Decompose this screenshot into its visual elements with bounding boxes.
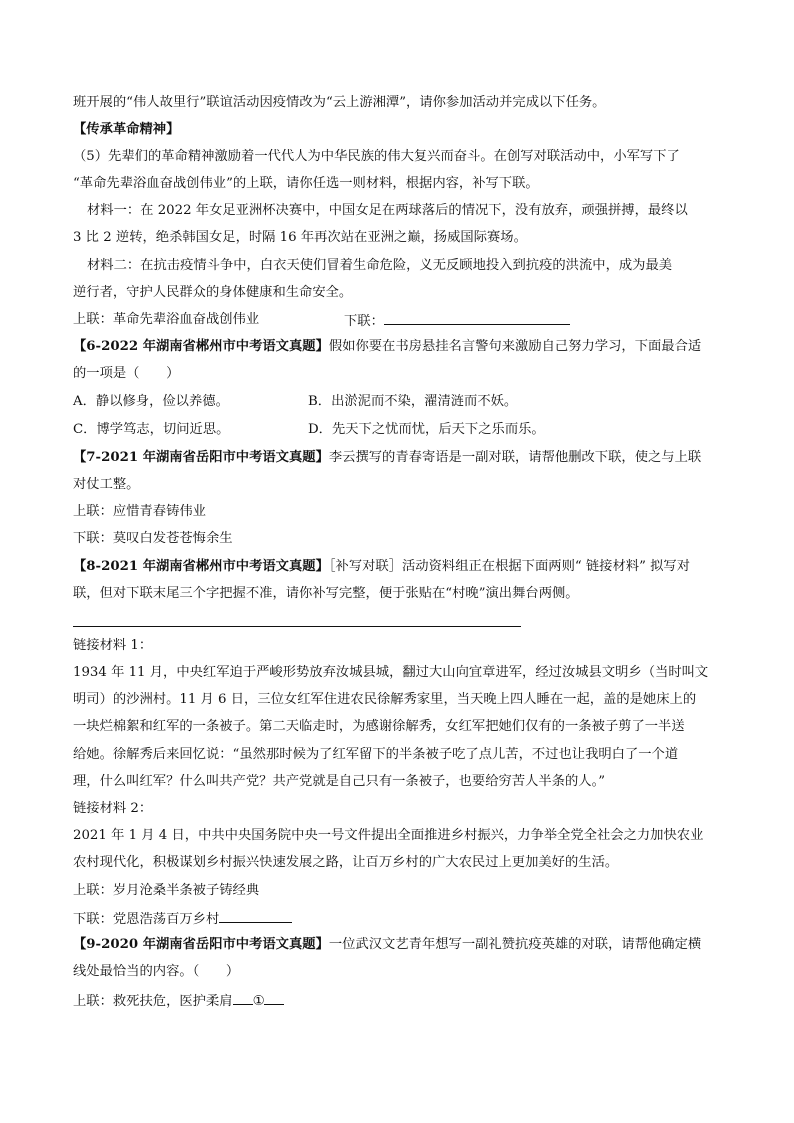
question-8-line-1 (73, 557, 690, 577)
question-9-tag: 【9-2020 年湖南省岳阳市中考语文真题】 (73, 937, 329, 952)
lower-label-text: 下联： (344, 314, 384, 329)
question-7-upper: 上联：应惜青春铸伟业 (73, 504, 206, 519)
question-8-lower: 下联：党恩浩荡百万乡村 (73, 912, 220, 927)
answer-blank-right[interactable] (264, 990, 284, 1005)
link-material-2-line-1: 2021 年 1 月 4 日，中共中央国务院中央一号文件提出全面推进乡村振兴，力争举全党全社会之力加快农业 (73, 828, 704, 843)
answer-blank[interactable] (219, 908, 292, 923)
question-8-text: ［补写对联］活动资料组正在根据下面两则“ 链接材料” 拟写对 (328, 559, 690, 574)
material-1-line-2: 3 比 2 逆转，绝杀韩国女足，时隔 16 年再次站在亚洲之巅，扬威国际赛场。 (73, 230, 527, 245)
intro-line: 班开展的“伟人故里行”联谊活动因疫情改为“云上游湘潭”，请你参加活动并完成以下任务。 (73, 95, 606, 110)
question-7-text: 李云撰写的青春寄语是一副对联，请帮他删改下联，使之与上联 (328, 450, 702, 465)
link-material-1-line-4: 给她。徐解秀后来回忆说：“虽然那时候为了红军留下的半条被子吃了点儿苦，不过也让我明白了一个道 (73, 747, 679, 762)
section-heading: 【传承革命精神】 (73, 122, 180, 137)
material-2-line-2: 逆行者，守护人民群众的身体健康和生命安全。 (73, 285, 353, 300)
link-material-1-line-3: 一块烂棉絮和红军的一条被子。第二天临走时，为感谢徐解秀，女红军把她们仅有的一条被子剪了一半送 (73, 719, 685, 734)
question-8-upper: 上联：岁月沧桑半条被子铸经典 (73, 883, 260, 898)
option-b: B．出淤泥而不染，濯清涟而不妖。 (308, 394, 518, 409)
blank-marker: ① (252, 994, 265, 1009)
link-material-1-line-5: 理，什么叫红军？什么叫共产党？共产党就是自己只有一条被子，也要给穷苦人半条的人。” (73, 774, 606, 789)
question-7-tag: 【7-2021 年湖南省岳阳市中考语文真题】 (73, 450, 329, 465)
option-c: C．博学笃志，切问近思。 (73, 422, 230, 437)
couplet-upper-line: 上联：革命先辈浴血奋战创伟业 (73, 312, 260, 327)
material-1-line-1: 材料一：在 2022 年女足亚洲杯决赛中，中国女足在两球落后的情况下，没有放弃，顽强拼搏，最终以 (87, 203, 688, 218)
couplet-lower-label (344, 310, 570, 332)
question-8-tag: 【8-2021 年湖南省郴州市中考语文真题】 (73, 559, 329, 574)
question-9-text: 一位武汉文艺青年想写一副礼赞抗疫英雄的对联，请帮他确定横 (328, 937, 702, 952)
question-5-line-1: （5）先辈们的革命精神激励着一代代人为中华民族的伟大复兴而奋斗。在创写对联活动中，小军写下了 (73, 149, 680, 164)
divider-line (73, 626, 521, 627)
material-2-line-1: 材料二：在抗击疫情斗争中，白衣天使们冒着生命危险，义无反顾地投入到抗疫的洪流中，成为最美 (87, 258, 673, 273)
question-6-line-1 (73, 337, 701, 357)
question-6-text: 假如你要在书房悬挂名言警句来激励自己努力学习，下面最合适 (328, 339, 702, 354)
question-7-line-1 (73, 448, 701, 468)
question-8-lower-row (73, 908, 292, 930)
option-d: D．先天下之忧而忧，后天下之乐而乐。 (308, 422, 545, 437)
question-5-line-2: “革命先辈浴血奋战创伟业”的上联，请你任选一则材料，根据内容，补写下联。 (73, 176, 539, 191)
question-6-line-2: 的一项是（ ） (73, 366, 180, 381)
link-material-2-line-2: 农村现代化，积极谋划乡村振兴快速发展之路，让百万乡村的广大农民过上更加美好的生活。 (73, 855, 619, 870)
question-8-line-2: 联，但对下联末尾三个字把握不准，请你补写完整，便于张贴在“村晚”演出舞台两侧。 (73, 586, 579, 601)
question-7-line-2: 对仗工整。 (73, 477, 140, 492)
link-material-1-line-1: 1934 年 11 月，中央红军迫于严峻形势放弃汝城县城，翻过大山向宜章进军，经过汝城县文明乡（当时叫文 (73, 665, 709, 680)
question-9-line-2: 线处最恰当的内容。（ ） (73, 964, 240, 979)
question-9-upper: 上联：救死扶危，医护柔肩 (73, 994, 233, 1009)
answer-blank-left[interactable] (233, 990, 253, 1005)
link-material-2-title: 链接材料 2： (73, 801, 153, 816)
question-9-upper-row (73, 990, 284, 1012)
question-9-line-1 (73, 935, 701, 955)
link-material-1-line-2: 明司）的沙洲村。11 月 6 日，三位女红军住进农民徐解秀家里，当天晚上四人睡在一起，盖的是她床上的 (73, 692, 697, 707)
question-7-lower: 下联：莫叹白发苍苍悔余生 (73, 531, 233, 546)
link-material-1-title: 链接材料 1： (73, 638, 153, 653)
option-a: A．静以修身，俭以养德。 (73, 394, 229, 409)
question-6-tag: 【6-2022 年湖南省郴州市中考语文真题】 (73, 339, 329, 354)
answer-blank[interactable] (384, 310, 570, 325)
